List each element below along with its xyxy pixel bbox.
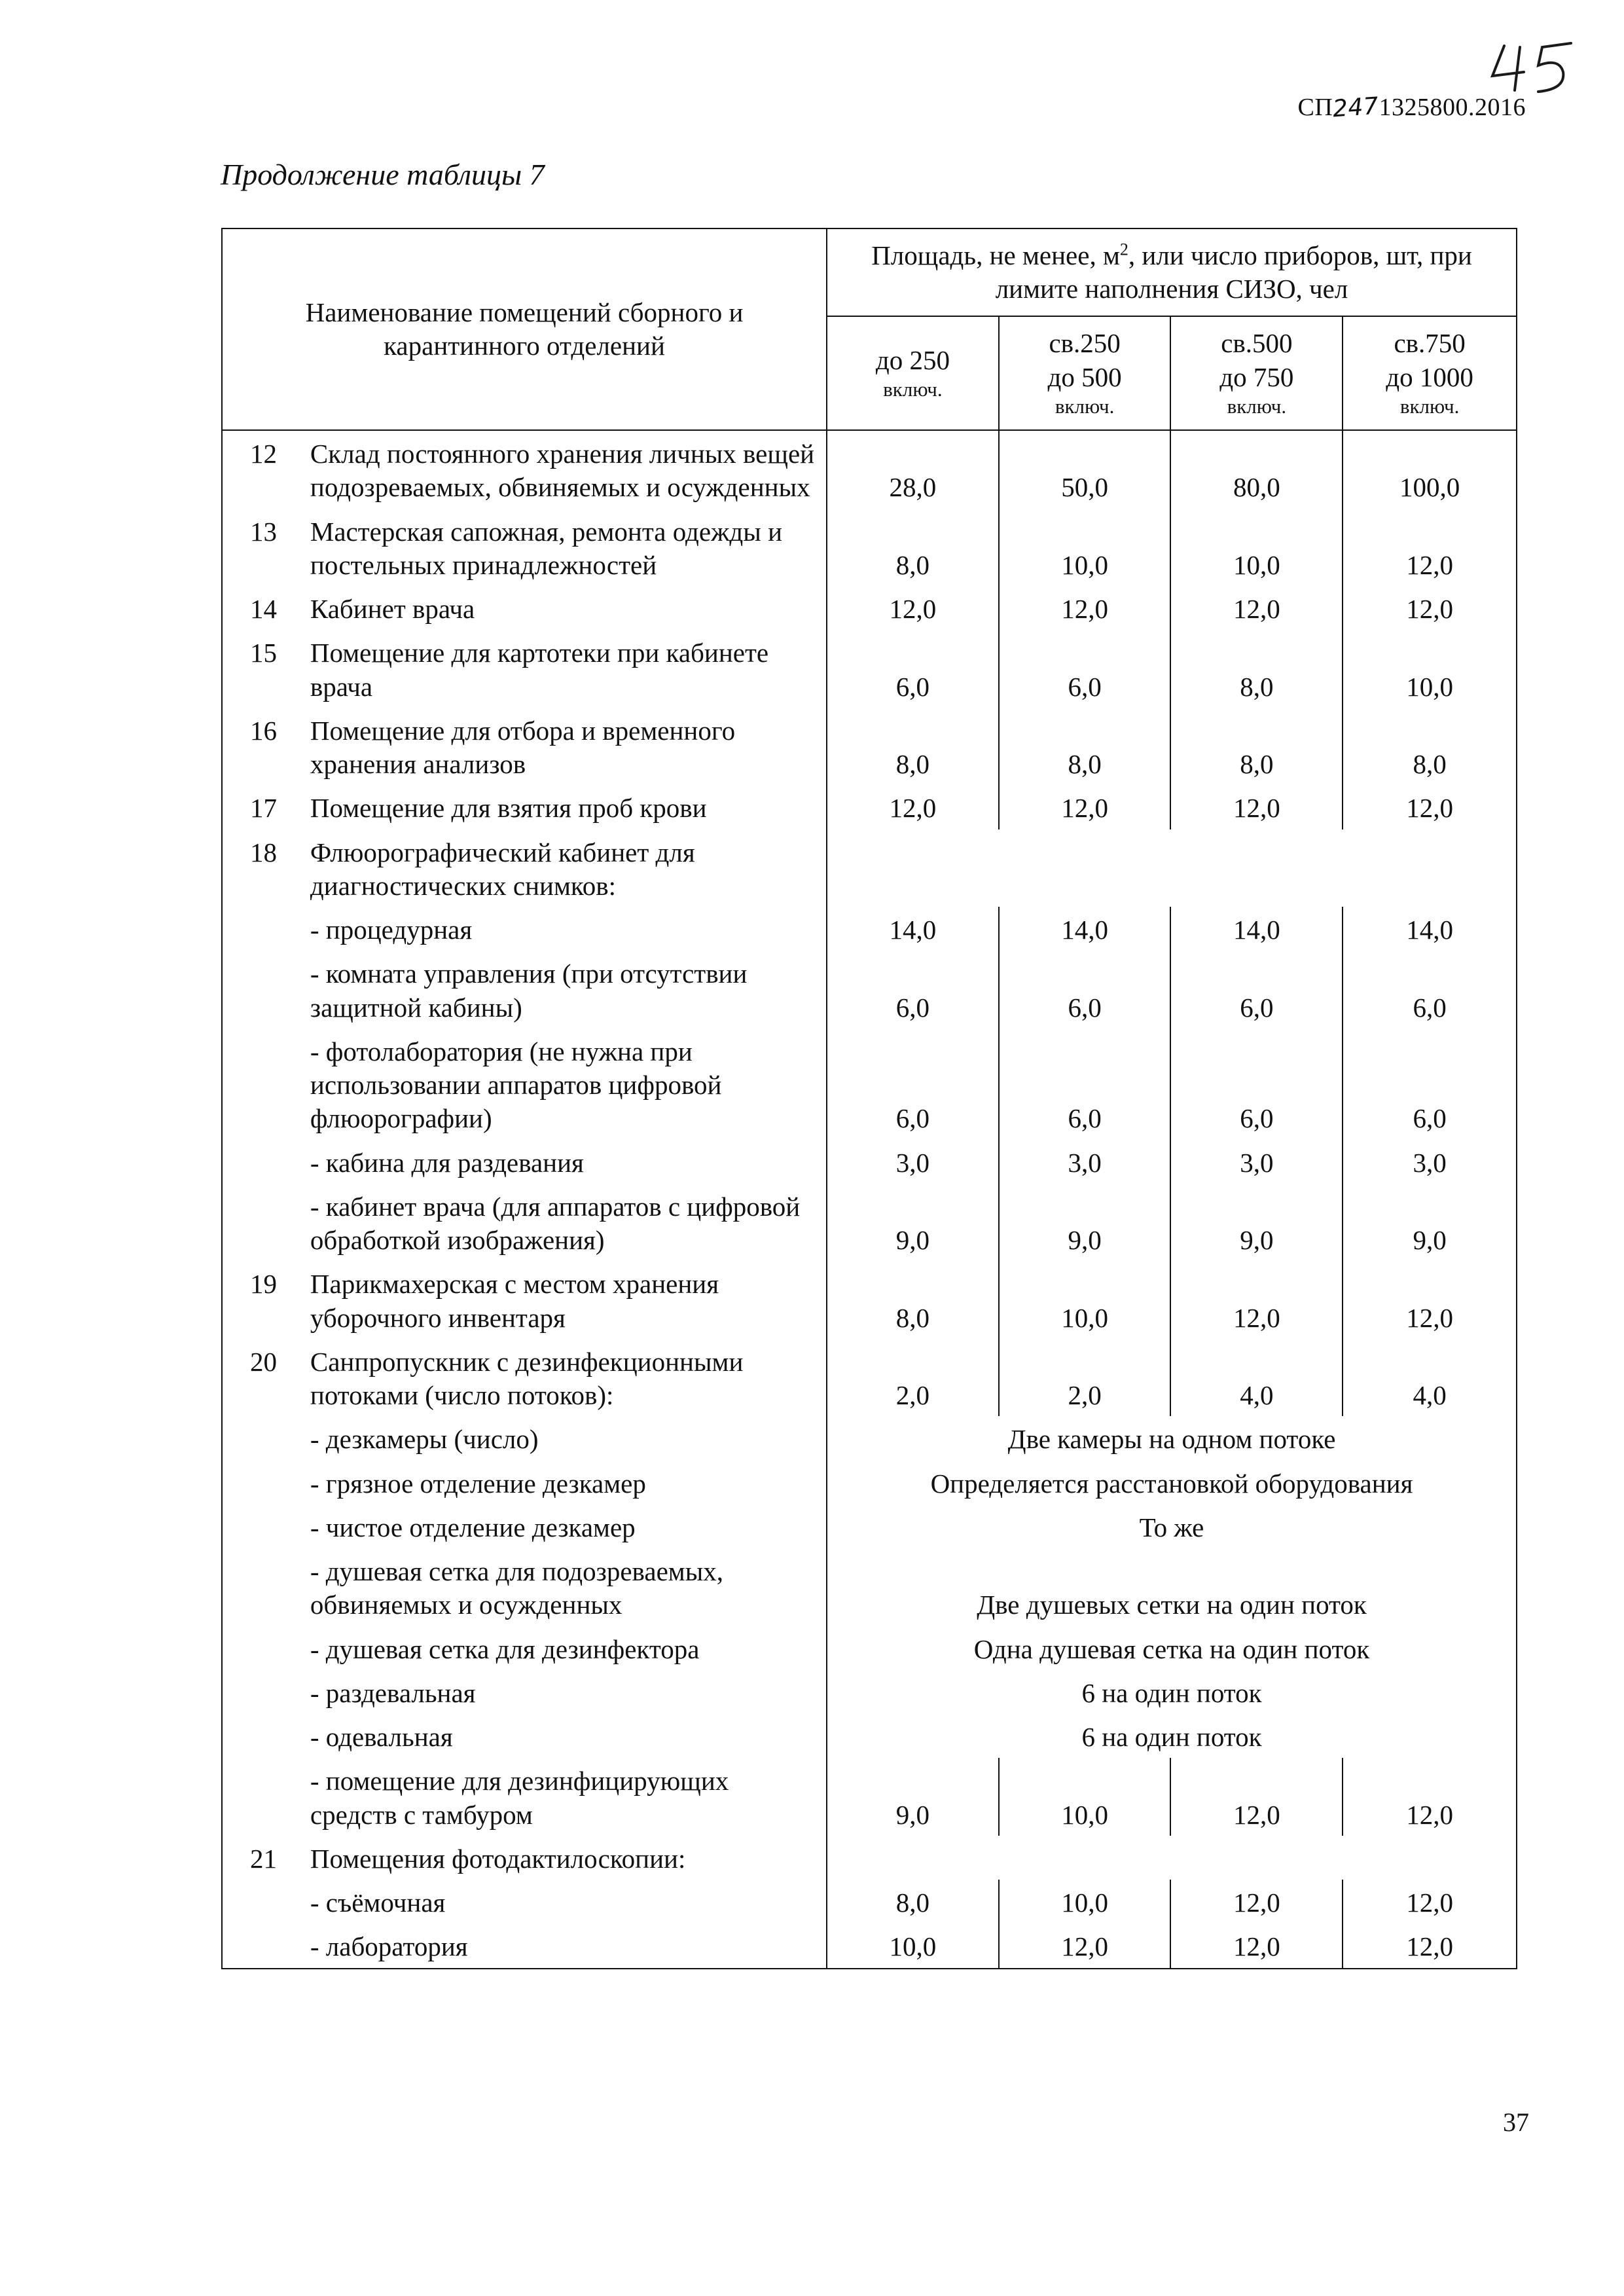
range-inclusive: включ. <box>883 378 943 401</box>
value-cell: 12,0 <box>999 586 1171 630</box>
row-number: 15 <box>222 630 310 708</box>
value-cell: 10,0 <box>999 1880 1171 1923</box>
table-row <box>222 1626 1517 1670</box>
header-range-col <box>827 316 999 430</box>
table-row <box>222 1416 1517 1460</box>
rooms-table <box>221 228 1517 1977</box>
value-cell: 6,0 <box>827 951 999 1029</box>
table-row <box>222 1339 1517 1417</box>
value-cell: 6,0 <box>999 630 1171 708</box>
value-cell: 6,0 <box>1343 951 1517 1029</box>
value-cell: 14,0 <box>1343 907 1517 951</box>
value-cell: 6,0 <box>999 951 1171 1029</box>
value-cell: 3,0 <box>1343 1140 1517 1184</box>
value-cell: 3,0 <box>999 1140 1171 1184</box>
value-cell <box>1343 1836 1517 1880</box>
value-cell: 6,0 <box>827 630 999 708</box>
room-name: - кабина для раздевания <box>310 1140 827 1184</box>
value-cell: 10,0 <box>999 1758 1171 1836</box>
room-name: - съёмочная <box>310 1880 827 1923</box>
value-cell: 100,0 <box>1343 430 1517 509</box>
value-cell: 9,0 <box>1170 1184 1343 1262</box>
room-name: - душевая сетка для дезинфектора <box>310 1626 827 1670</box>
row-number <box>222 1416 310 1460</box>
value-cell: 9,0 <box>827 1184 999 1262</box>
merged-value: Одна душевая сетка на один поток <box>827 1626 1517 1670</box>
table-row <box>222 1029 1517 1140</box>
document-code: СП2471325800.2016 <box>1297 92 1526 123</box>
value-cell: 14,0 <box>827 907 999 951</box>
value-cell: 12,0 <box>999 1923 1171 1968</box>
row-number <box>222 907 310 951</box>
value-cell: 12,0 <box>1343 1923 1517 1968</box>
row-number <box>222 1670 310 1714</box>
table-row <box>222 708 1517 786</box>
room-name: - фотолаборатория (не нужна при использовании аппаратов цифровой флюорографии) <box>310 1029 827 1140</box>
handwritten-correction: 247 <box>1331 92 1380 123</box>
value-cell: 12,0 <box>999 785 1171 829</box>
value-cell: 10,0 <box>999 1261 1171 1339</box>
merged-value: Две камеры на одном потоке <box>827 1416 1517 1460</box>
value-cell: 28,0 <box>827 430 999 509</box>
value-cell: 2,0 <box>827 1339 999 1417</box>
row-number <box>222 1714 310 1758</box>
value-cell: 9,0 <box>827 1758 999 1836</box>
value-cell: 8,0 <box>999 708 1171 786</box>
range-line: св.250 <box>1049 328 1121 359</box>
table-row <box>222 1548 1517 1626</box>
value-cell <box>1170 829 1343 907</box>
value-cell: 8,0 <box>1170 708 1343 786</box>
room-name: Помещение для картотеки при кабинете врача <box>310 630 827 708</box>
row-number <box>222 951 310 1029</box>
room-name: - грязное отделение дезкамер <box>310 1461 827 1504</box>
room-name: Кабинет врача <box>310 586 827 630</box>
value-cell: 6,0 <box>1343 1029 1517 1140</box>
row-number <box>222 1626 310 1670</box>
value-cell: 3,0 <box>827 1140 999 1184</box>
value-cell: 12,0 <box>1170 1923 1343 1968</box>
room-name: Мастерская сапожная, ремонта одежды и постельных принадлежностей <box>310 509 827 587</box>
row-number: 16 <box>222 708 310 786</box>
merged-value: 6 на один поток <box>827 1670 1517 1714</box>
value-cell <box>999 1836 1171 1880</box>
row-number: 19 <box>222 1261 310 1339</box>
row-number <box>222 1923 310 1968</box>
range-line: св.500 <box>1221 328 1293 359</box>
value-cell: 9,0 <box>1343 1184 1517 1262</box>
range-line: до 250 <box>875 345 950 375</box>
room-name: - процедурная <box>310 907 827 951</box>
value-cell <box>1170 1836 1343 1880</box>
value-cell: 8,0 <box>827 509 999 587</box>
table-row <box>222 1261 1517 1339</box>
value-cell: 14,0 <box>999 907 1171 951</box>
table-row <box>222 907 1517 951</box>
value-cell: 12,0 <box>1343 1880 1517 1923</box>
value-cell: 12,0 <box>1343 1758 1517 1836</box>
value-cell: 12,0 <box>1343 586 1517 630</box>
row-number: 13 <box>222 509 310 587</box>
table-row <box>222 1140 1517 1184</box>
value-cell: 8,0 <box>827 1261 999 1339</box>
row-number: 12 <box>222 430 310 509</box>
table-row <box>222 630 1517 708</box>
header-room-name: Наименование помещений сборного и карантинного отделений <box>222 228 827 430</box>
row-number <box>222 1461 310 1504</box>
value-cell: 12,0 <box>1343 785 1517 829</box>
value-cell: 2,0 <box>999 1339 1171 1417</box>
room-name: - одевальная <box>310 1714 827 1758</box>
value-cell <box>827 1836 999 1880</box>
value-cell: 6,0 <box>1170 951 1343 1029</box>
value-cell: 12,0 <box>1343 1261 1517 1339</box>
value-cell: 6,0 <box>1170 1029 1343 1140</box>
value-cell: 10,0 <box>1343 630 1517 708</box>
table-row <box>222 951 1517 1029</box>
row-number <box>222 1880 310 1923</box>
value-cell: 50,0 <box>999 430 1171 509</box>
table-row <box>222 1670 1517 1714</box>
room-name: Склад постоянного хранения личных вещей подозреваемых, обвиняемых и осужденных <box>310 430 827 509</box>
table-row <box>222 1880 1517 1923</box>
value-cell: 6,0 <box>827 1029 999 1140</box>
value-cell <box>999 829 1171 907</box>
value-cell: 8,0 <box>1343 708 1517 786</box>
merged-value: Определяется расстановкой оборудования <box>827 1461 1517 1504</box>
room-name: - дезкамеры (число) <box>310 1416 827 1460</box>
value-cell: 8,0 <box>827 708 999 786</box>
page-number: 37 <box>1503 2107 1529 2137</box>
range-line: до 1000 <box>1386 361 1473 392</box>
row-number: 14 <box>222 586 310 630</box>
value-cell: 8,0 <box>1170 630 1343 708</box>
room-name: - душевая сетка для подозреваемых, обвиняемых и осужденных <box>310 1548 827 1626</box>
row-number <box>222 1029 310 1140</box>
row-number <box>222 1758 310 1836</box>
value-cell <box>1343 829 1517 907</box>
value-cell: 12,0 <box>1170 1758 1343 1836</box>
table-row <box>222 1504 1517 1548</box>
table-row <box>222 1923 1517 1968</box>
row-number <box>222 1140 310 1184</box>
row-number: 21 <box>222 1836 310 1880</box>
room-name: - кабинет врача (для аппаратов с цифровой обработкой изображения) <box>310 1184 827 1262</box>
value-cell: 10,0 <box>827 1923 999 1968</box>
value-cell: 12,0 <box>1170 1880 1343 1923</box>
value-cell: 4,0 <box>1170 1339 1343 1417</box>
value-cell <box>827 829 999 907</box>
room-name: Парикмахерская с местом хранения уборочного инвентаря <box>310 1261 827 1339</box>
value-cell: 6,0 <box>999 1029 1171 1140</box>
merged-value: То же <box>827 1504 1517 1548</box>
table-row <box>222 1758 1517 1836</box>
row-number: 18 <box>222 829 310 907</box>
table-row <box>222 829 1517 907</box>
room-name: Флюорографический кабинет для диагностических снимков: <box>310 829 827 907</box>
room-name: Помещение для взятия проб крови <box>310 785 827 829</box>
table-row <box>222 1184 1517 1262</box>
table-row <box>222 509 1517 587</box>
header-area: Площадь, не менее, $м^2$, или число приборов, шт, при лимите наполнения СИЗО, чел <box>827 228 1517 316</box>
value-cell: 80,0 <box>1170 430 1343 509</box>
value-cell: 12,0 <box>1170 785 1343 829</box>
table-row <box>222 1461 1517 1504</box>
table-row <box>222 1714 1517 1758</box>
table-row <box>222 586 1517 630</box>
room-name: - лаборатория <box>310 1923 827 1968</box>
merged-value: Две душевых сетки на один поток <box>827 1548 1517 1626</box>
range-inclusive: включ. <box>1055 394 1115 418</box>
room-name: - чистое отделение дезкамер <box>310 1504 827 1548</box>
room-name: - помещение для дезинфицирующих средств с тамбуром <box>310 1758 827 1836</box>
table-continuation-caption: Продолжение таблицы 7 <box>221 158 545 191</box>
value-cell: 10,0 <box>999 509 1171 587</box>
row-number: 17 <box>222 785 310 829</box>
room-name: Помещение для отбора и временного хранения анализов <box>310 708 827 786</box>
room-name: Помещения фотодактилоскопии: <box>310 1836 827 1880</box>
value-cell: 12,0 <box>1170 1261 1343 1339</box>
room-name: - раздевальная <box>310 1670 827 1714</box>
handwritten-page-number <box>1486 38 1584 100</box>
header-range-col <box>999 316 1171 430</box>
room-name: - комната управления (при отсутствии защитной кабины) <box>310 951 827 1029</box>
range-line: до 500 <box>1047 361 1122 392</box>
range-line: св.750 <box>1394 328 1466 359</box>
room-name: Санпропускник с дезинфекционными потоками (число потоков): <box>310 1339 827 1417</box>
header-range-col <box>1343 316 1517 430</box>
value-cell: 12,0 <box>1343 509 1517 587</box>
table-row <box>222 1836 1517 1880</box>
value-cell: 12,0 <box>827 785 999 829</box>
range-line: до 750 <box>1219 361 1294 392</box>
row-number <box>222 1548 310 1626</box>
row-number <box>222 1184 310 1262</box>
value-cell: 8,0 <box>827 1880 999 1923</box>
value-cell: 3,0 <box>1170 1140 1343 1184</box>
value-cell: 9,0 <box>999 1184 1171 1262</box>
table-row <box>222 785 1517 829</box>
merged-value: 6 на один поток <box>827 1714 1517 1758</box>
header-range-col <box>1170 316 1343 430</box>
range-inclusive: включ. <box>1227 394 1287 418</box>
table-row <box>222 430 1517 509</box>
value-cell: 12,0 <box>1170 586 1343 630</box>
value-cell: 10,0 <box>1170 509 1343 587</box>
value-cell: 4,0 <box>1343 1339 1517 1417</box>
value-cell: 12,0 <box>827 586 999 630</box>
range-inclusive: включ. <box>1399 394 1460 418</box>
row-number <box>222 1504 310 1548</box>
value-cell: 14,0 <box>1170 907 1343 951</box>
row-number: 20 <box>222 1339 310 1417</box>
